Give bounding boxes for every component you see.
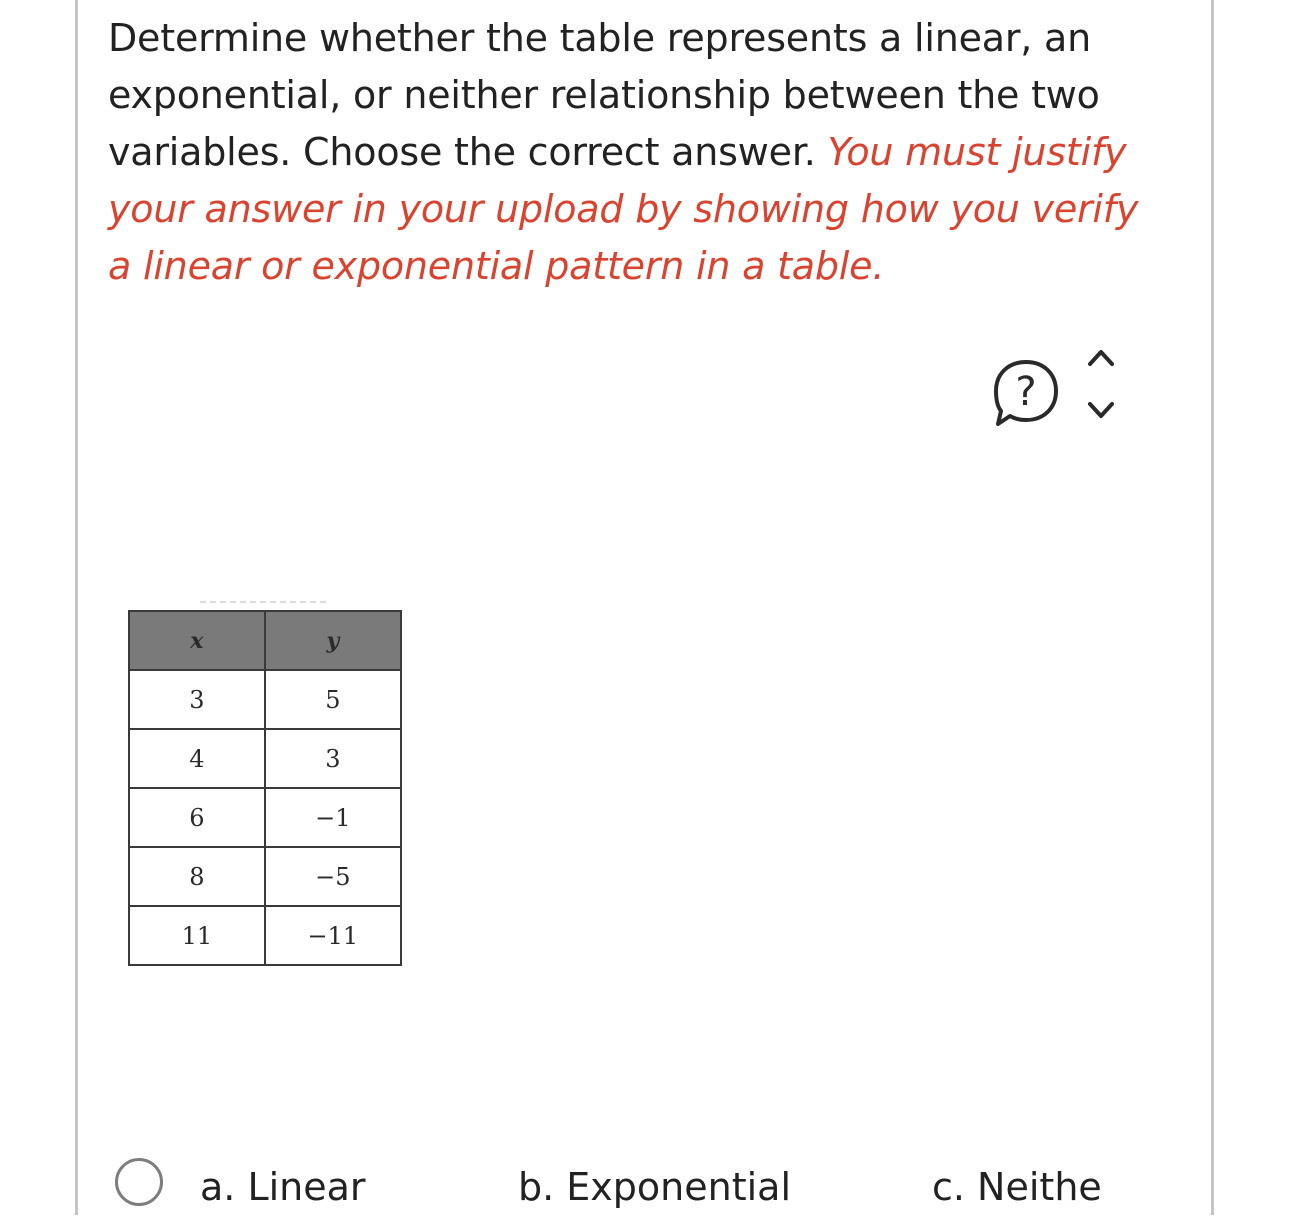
table-row: [129, 788, 401, 847]
table-row: [129, 729, 401, 788]
cell-x: 4: [129, 729, 265, 788]
option-a-label[interactable]: a. Linear: [200, 1165, 366, 1209]
header-y: y: [265, 611, 401, 670]
cell-y: −11: [265, 906, 401, 965]
content-right-border: [1211, 0, 1214, 1215]
chevron-up-icon[interactable]: [1086, 344, 1116, 370]
cell-y: 5: [265, 670, 401, 729]
cell-x: 6: [129, 788, 265, 847]
help-glyph: ?: [1015, 369, 1037, 415]
option-c-label[interactable]: c. Neithe: [932, 1165, 1102, 1209]
cell-x: 11: [129, 906, 265, 965]
table-row: [129, 847, 401, 906]
cell-y: 3: [265, 729, 401, 788]
option-a-radio[interactable]: [115, 1158, 163, 1206]
cell-x: 8: [129, 847, 265, 906]
question-bubble-icon[interactable]: [990, 356, 1062, 430]
cell-y: −5: [265, 847, 401, 906]
table-caption-remnant: [200, 601, 330, 603]
question-intro-text: Determine whether the table represents a linear, an exponential, or neither relationship between the two variables. Choose the correct answer.: [108, 16, 1100, 174]
table-row: [129, 670, 401, 729]
cell-x: 3: [129, 670, 265, 729]
chevron-down-icon[interactable]: [1086, 398, 1116, 424]
xy-table: [128, 610, 402, 966]
content-left-border: [75, 0, 78, 1215]
cell-y: −1: [265, 788, 401, 847]
table-header-row: [129, 611, 401, 670]
question-prompt: [108, 10, 1168, 295]
answer-options: [0, 1140, 1290, 1220]
header-x: x: [129, 611, 265, 670]
table-row: [129, 906, 401, 965]
xy-table-container: [128, 610, 402, 966]
justification-instruction: You must justify your answer in your upload by showing how you verify a linear or exponential pattern in a table.: [108, 130, 1139, 288]
option-b-label[interactable]: b. Exponential: [518, 1165, 791, 1209]
